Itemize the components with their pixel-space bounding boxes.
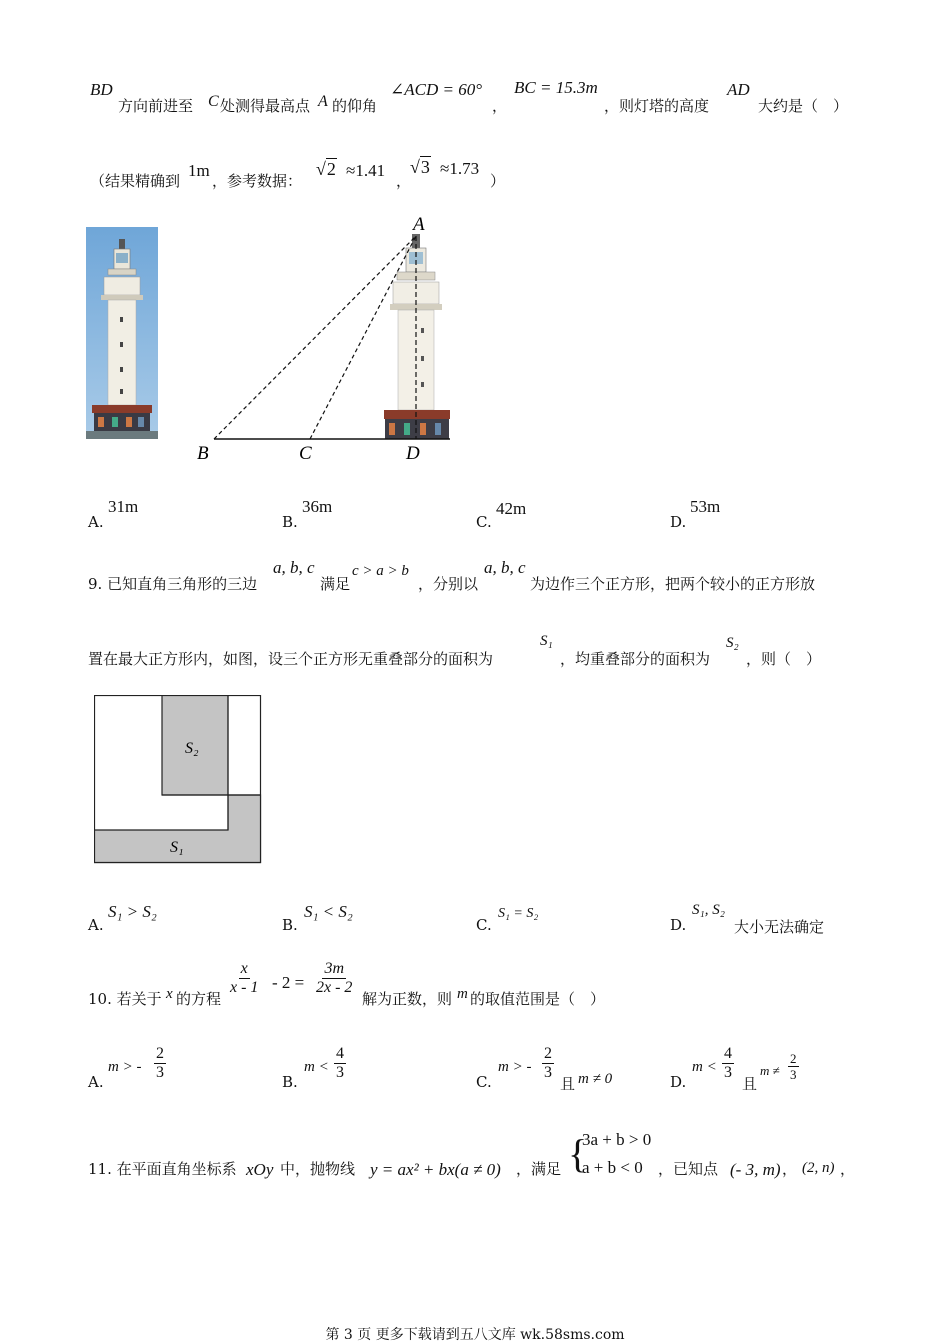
q9-text: ，均重叠部分的面积为 (560, 650, 711, 668)
q8-option-a[interactable] (88, 497, 238, 531)
q8-option-b[interactable] (282, 497, 432, 531)
numerator: 4 (336, 1045, 344, 1062)
q8-text: 方向前进至 (118, 97, 194, 115)
option-value: 53m (690, 497, 721, 516)
q8-angle: ∠ACD = 60° (390, 80, 483, 99)
q8-option-c[interactable] (476, 499, 626, 533)
q8-a: A (318, 93, 328, 110)
option-condition-fraction (788, 1051, 799, 1082)
system-brace: { (568, 1131, 588, 1176)
point-label-c: C (299, 443, 312, 464)
q10-x: x (166, 986, 173, 1002)
q9-text: 满足 (320, 575, 351, 593)
q9-text: 为边作三个正方形，把两个较小的正方形放 (530, 575, 816, 593)
point-label-b: B (197, 443, 209, 464)
option-prefix: m > - (498, 1059, 532, 1075)
denominator: 3 (544, 1064, 552, 1081)
option-value: S₁, S₂ (692, 902, 725, 918)
q8-line1 (90, 78, 870, 115)
q8-approx2: ≈1.41 (346, 161, 386, 180)
q8-unit: 1m (188, 161, 210, 180)
q9-line1 (88, 558, 888, 592)
option-condition: m ≠ (760, 1063, 780, 1078)
q8-c: C (208, 93, 219, 110)
option-condition: m ≠ 0 (578, 1071, 613, 1087)
option-prefix: m < (304, 1059, 329, 1075)
q8-text: ， (492, 97, 508, 115)
q10-middle: - 2 = (272, 973, 305, 992)
q9-option-a[interactable] (88, 900, 268, 936)
q11-condition-2: a + b < 0 (582, 1158, 643, 1177)
q9-s2: S₂ (726, 635, 739, 651)
q10-text: 10. 若关于 (88, 990, 162, 1008)
option-key: D. (670, 1073, 687, 1091)
q9-option-c[interactable] (476, 900, 656, 936)
option-value: 36m (302, 497, 333, 516)
q9-text: 9. 已知直角三角形的三边 (88, 575, 258, 593)
q11-text: ， (840, 1160, 856, 1178)
numerator: 3m (324, 960, 344, 977)
q10-text: 解为正数，则 (362, 990, 453, 1008)
q11-condition-1: 3a + b > 0 (582, 1130, 652, 1149)
option-key: B. (282, 916, 298, 934)
numerator: 2 (156, 1045, 164, 1062)
denominator: 3 (790, 1067, 797, 1082)
numerator: 2 (544, 1045, 552, 1062)
page-footer: 第 3 页 更多下载请到五八文库 wk.58sms.com (325, 1327, 625, 1343)
q8-text: 处测得最高点 (220, 97, 311, 115)
q9-relation: c > a > b (352, 563, 409, 579)
q11-text: ，已知点 (658, 1160, 719, 1178)
option-fraction (542, 1045, 554, 1082)
lighthouse-photo (86, 227, 158, 439)
option-fraction (334, 1045, 346, 1082)
denominator: 2x - 2 (316, 979, 353, 996)
denominator: 3 (724, 1064, 732, 1081)
q8-ad: AD (727, 80, 750, 99)
q11-stem (88, 1128, 868, 1188)
q11-text: 11. 在平面直角坐标系 (88, 1160, 237, 1178)
option-key: A. (88, 513, 104, 531)
q10-option-b[interactable] (282, 1045, 462, 1093)
q9-s1: S₁ (540, 633, 553, 649)
option-prefix: m > - (108, 1059, 142, 1075)
option-value: S₁ = S₂ (498, 906, 539, 921)
q9-text: ，分别以 (418, 575, 479, 593)
numerator: x (240, 960, 248, 977)
option-tail: 且 (742, 1075, 758, 1093)
q11-text: ，满足 (516, 1160, 562, 1178)
q8-option-d[interactable] (670, 497, 820, 531)
q8-sqrt2: √2 (316, 159, 336, 179)
point-label-a: A (413, 214, 425, 235)
q11-text: ， (782, 1160, 798, 1178)
q8-text: ，参考数据： (212, 172, 303, 190)
q10-m: m (457, 986, 468, 1002)
sightline-ab (214, 236, 416, 439)
q10-text: 的方程 (176, 990, 222, 1008)
option-key: C. (476, 1073, 492, 1091)
option-value: 31m (108, 497, 139, 516)
point-label-d: D (406, 443, 420, 464)
numerator: 4 (724, 1045, 732, 1062)
q8-bc: BC = 15.3m (514, 78, 598, 97)
option-key: A. (88, 916, 104, 934)
q10-option-c[interactable] (476, 1045, 656, 1093)
option-fraction (722, 1045, 734, 1082)
q9-line2 (88, 633, 848, 667)
q8-text: ） (490, 172, 506, 190)
option-key: D. (670, 513, 687, 531)
label-s2: S₂ (185, 740, 199, 757)
q10-fraction-left (228, 960, 260, 997)
q8-text: ， (396, 172, 412, 190)
q11-point-2: (2, n) (802, 1160, 835, 1176)
q9-abc: a, b, c (273, 558, 315, 577)
q9-text: 置在最大正方形内，如图，设三个正方形无重叠部分的面积为 (88, 650, 494, 668)
label-s1: S₁ (170, 839, 184, 856)
q9-text: ，则（ ） (746, 650, 822, 668)
option-tail: 且 (560, 1075, 576, 1093)
option-tail: 大小无法确定 (734, 918, 825, 936)
lighthouse-diagram (190, 210, 470, 470)
q9-abc: a, b, c (484, 558, 526, 577)
q8-text: 大约是（ ） (758, 97, 849, 115)
q9-option-d[interactable] (670, 900, 870, 936)
option-key: B. (282, 513, 298, 531)
q8-sqrt3: √3 (410, 157, 430, 177)
option-key: C. (476, 513, 492, 531)
q8-text: ，则灯塔的高度 (604, 97, 710, 115)
option-key: A. (88, 1073, 104, 1091)
q8-line2 (90, 155, 690, 189)
option-fraction (154, 1045, 166, 1082)
q10-stem (88, 958, 788, 1008)
option-value: S₁ > S₂ (108, 902, 157, 921)
option-key: D. (670, 916, 687, 934)
q8-text: 的仰角 (332, 97, 378, 115)
option-value: S₁ < S₂ (304, 902, 353, 921)
q11-parabola: y = ax² + bx(a ≠ 0) (370, 1160, 501, 1179)
denominator: 3 (156, 1064, 164, 1081)
squares-figure (94, 695, 262, 865)
denominator: x - 1 (230, 979, 259, 996)
option-key: C. (476, 916, 492, 934)
numerator: 2 (790, 1051, 797, 1066)
q10-text: 的取值范围是（ ） (470, 990, 606, 1008)
option-key: B. (282, 1073, 298, 1091)
denominator: 3 (336, 1064, 344, 1081)
option-prefix: m < (692, 1059, 717, 1075)
q8-approx3: ≈1.73 (440, 159, 480, 178)
q10-fraction-right (314, 960, 354, 997)
q10-option-a[interactable] (88, 1045, 268, 1093)
q11-text: 中，抛物线 (280, 1160, 356, 1178)
option-value: 42m (496, 499, 527, 518)
q10-option-d[interactable] (670, 1045, 870, 1093)
q9-option-b[interactable] (282, 900, 462, 936)
q11-xoy: xOy (246, 1160, 274, 1179)
q11-point-1: (- 3, m) (730, 1160, 781, 1179)
q8-text: （结果精确到 (90, 172, 181, 190)
tower-drawing (384, 234, 450, 439)
q8-bd: BD (90, 80, 113, 99)
